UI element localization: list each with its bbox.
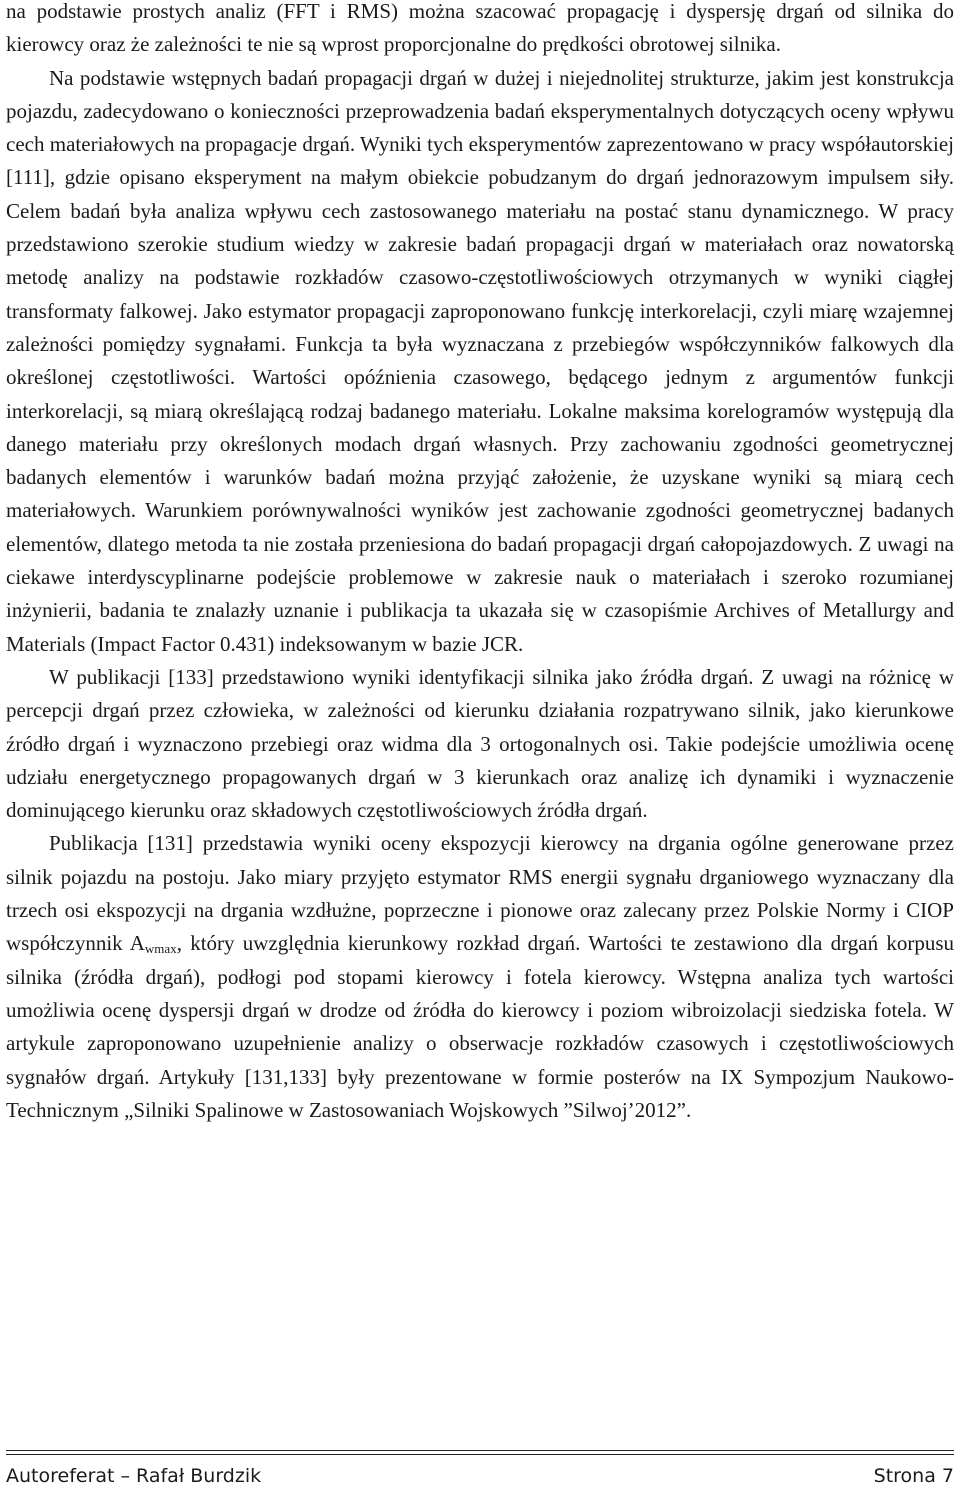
paragraph-continued: na podstawie prostych analiz (FFT i RMS) można szacować propagację i dyspersję drgań od silnika do kierowcy oraz że zależności te nie są wprost proporcjonalne do prędkości obrotowej silnika.: [6, 0, 954, 57]
paragraph: W publikacji [133] przedstawiono wyniki identyfikacji silnika jako źródła drgań. Z uwagi na różnicę w percepcji drgań przez człowieka, w zależności od kierunku działania rozpatrywano silnik, jako kierunkowe źródło drgań i wyznaczono przebiegi oraz widma dla 3 ortogonalnych osi. Takie podejście umożliwia ocenę udziału energetycznego propagowanych drgań w 3 kierunkach oraz analizę ich dynamiki i wyznaczenie dominującego kierunku oraz składowych częstotliwościowych źródła drgań.: [6, 664, 954, 823]
subscript: wmax: [144, 941, 177, 957]
paragraph-text: , który uwzględnia kierunkowy rozkład drgań. Wartości te zestawiono dla drgań korpusu silnika (źródła drgań), podłogi pod stopami kierowcy i fotela kierowcy. Wstępna analiza tych wartości umożliwia ocenę dyspersji drgań w drodze od źródła do kierowcy i poziom wibroizolacji siedziska fotela. W artykule zaproponowano uzupełnienie analizy o obserwacje rozkładów czasowych i częstotliwościowych sygnałów drgań. Artykuły [131,133] były prezentowane w formie posterów na IX Sympozjum Naukowo-Technicznym „Silniki Spalinowe w Zastosowaniach Wojskowych ”Silwoj’2012”.: [6, 931, 954, 1122]
paragraph: [6, 827, 954, 1127]
footer-divider: [6, 1450, 954, 1451]
page-number: Strona 7: [873, 1465, 954, 1487]
footer-author: Autoreferat – Rafał Burdzik: [6, 1465, 262, 1487]
footer-divider: [6, 1454, 954, 1455]
document-body: [6, 0, 954, 1127]
paragraph-text: Publikacja [131] przedstawia wyniki oceny ekspozycji kierowcy na drgania ogólne generowane przez silnik pojazdu na postoju. Jako miary przyjęto estymator RMS energii sygnału drganiowego wyznaczany dla trzech osi ekspozycji na drgania wzdłużne, poprzeczne i pionowe oraz zalecany przez Polskie Normy i CIOP współczynnik A: [6, 831, 954, 956]
paragraph: Na podstawie wstępnych badań propagacji drgań w dużej i niejednolitej strukturze, jakim jest konstrukcja pojazdu, zadecydowano o konieczności przeprowadzenia badań eksperymentalnych dotyczących oceny wpływu cech materiałowych na propagacje drgań. Wyniki tych eksperymentów zaprezentowano w pracy współautorskiej [111], gdzie opisano eksperyment na małym obiekcie pobudzanym do drgań jednorazowym impulsem siły. Celem badań była analiza wpływu cech zastosowanego materiału na postać stanu dynamicznego. W pracy przedstawiono szerokie studium wiedzy w zakresie badań propagacji drgań w materiałach oraz nowatorską metodę analizy na podstawie rozkładów czasowo-częstotliwościowych otrzymanych w wyniki ciągłej transformaty falkowej. Jako estymator propagacji zaproponowano funkcję interkorelacji, czyli miarę wzajemnej zależności pomiędzy sygnałami. Funkcja ta była wyznaczana z przebiegów współczynników falkowych dla określonej częstotliwości. Wartości opóźnienia czasowego, będącego jednym z argumentów funkcji interkorelacji, są miarą określającą rodzaj badanego materiału. Lokalne maksima korelogramów występują dla danego materiału przy określonych modach drgań własnych. Przy zachowaniu zgodności geometrycznej badanych elementów i warunków badań można przyjąć założenie, że uzyskane wyniki są miarą cech materiałowych. Warunkiem porównywalności wyników jest zachowanie zgodności geometrycznej badanych elementów, dlatego metoda ta nie została przeniesiona do badań propagacji drgań całopojazdowych. Z uwagi na ciekawe interdyscyplinarne podejście problemowe w zakresie nauk o materiałach i szeroko rozumianej inżynierii, badania te znalazły uznanie i publikacja ta ukazała się w czasopiśmie Archives of Metallurgy and Materials (Impact Factor 0.431) indeksowanym w bazie JCR.: [6, 65, 954, 656]
